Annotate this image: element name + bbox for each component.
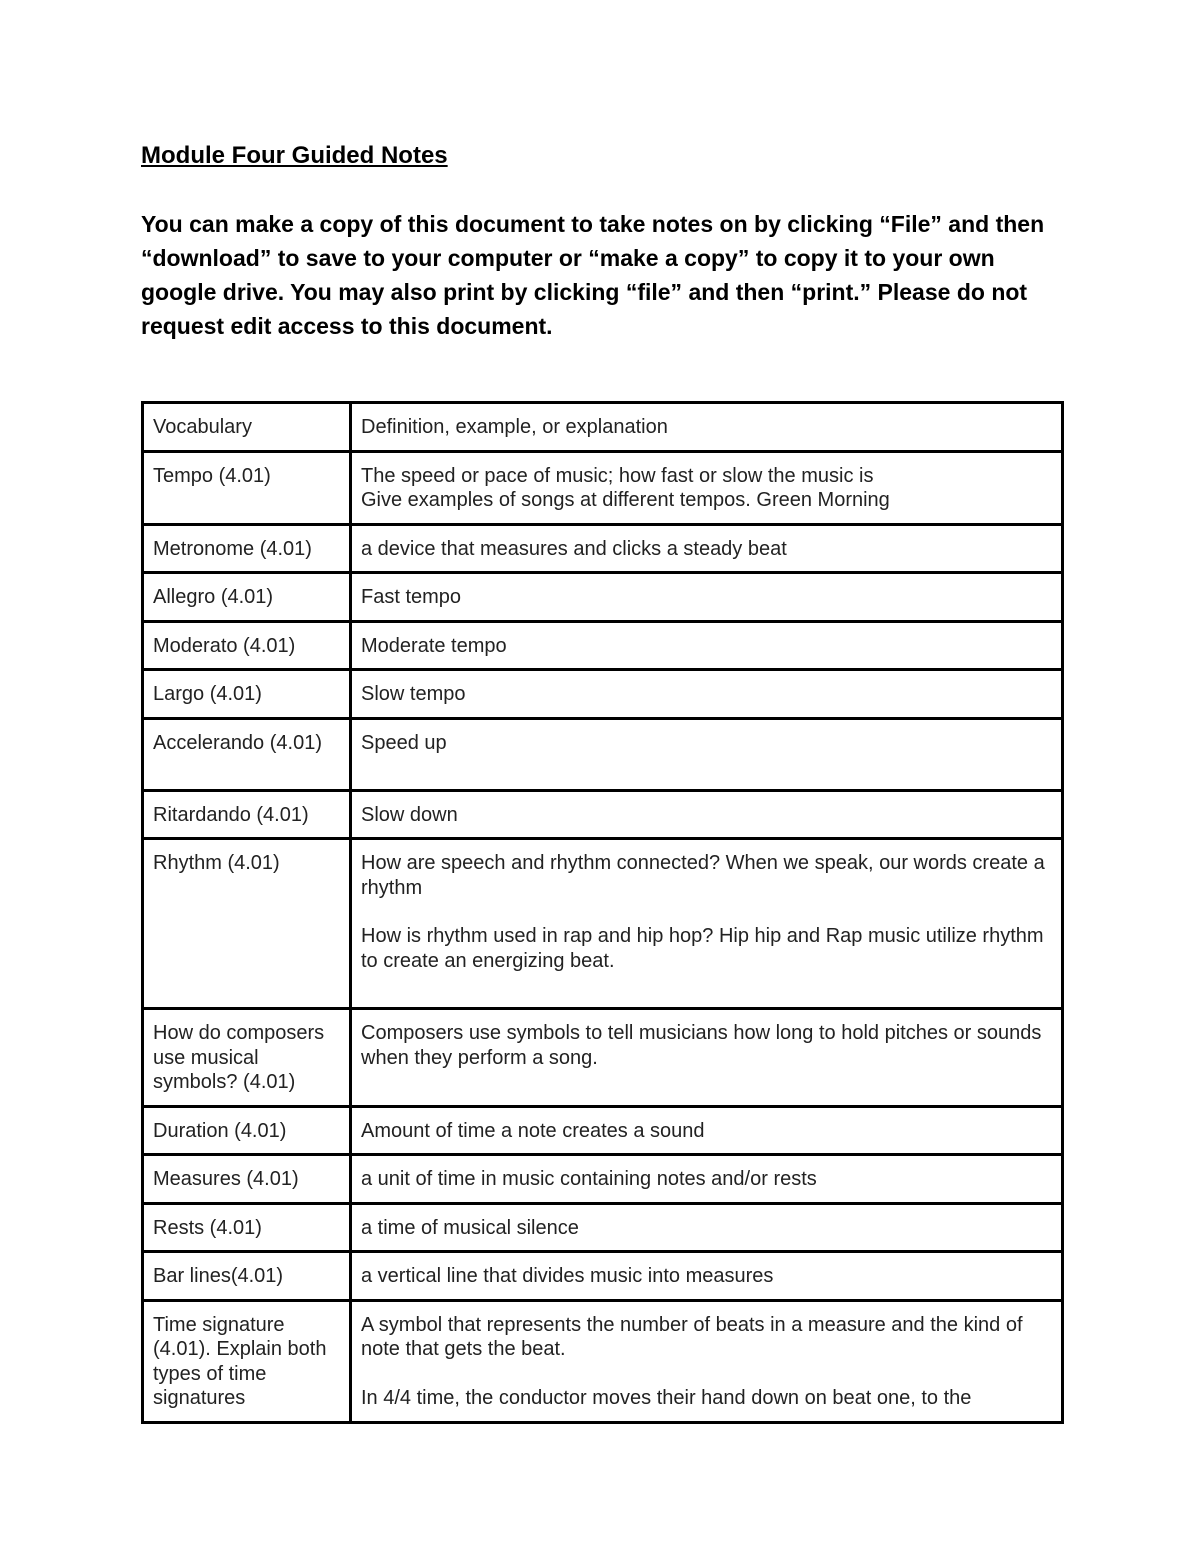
definition-paragraph: In 4/4 time, the conductor moves their hand down on beat one, to the — [361, 1386, 972, 1409]
definition-cell — [351, 839, 1063, 1009]
term-cell: Moderato (4.01) — [143, 621, 351, 670]
definition-cell: Slow tempo — [351, 670, 1063, 719]
term-cell: How do composers use musical symbols? (4.01) — [143, 1009, 351, 1107]
table-row — [143, 1300, 1063, 1422]
table-row — [143, 790, 1063, 839]
table-row — [143, 1106, 1063, 1155]
definition-cell: Amount of time a note creates a sound — [351, 1106, 1063, 1155]
definition-cell: a unit of time in music containing notes and/or rests — [351, 1155, 1063, 1204]
term-cell: Duration (4.01) — [143, 1106, 351, 1155]
definition-paragraph: How are speech and rhythm connected? When we speak, our words create a rhythm — [361, 852, 1045, 899]
term-cell: Tempo (4.01) — [143, 451, 351, 524]
table-row — [143, 1155, 1063, 1204]
table-row — [143, 573, 1063, 622]
term-cell: Rests (4.01) — [143, 1203, 351, 1252]
term-cell: Bar lines(4.01) — [143, 1252, 351, 1301]
definition-cell: Slow down — [351, 790, 1063, 839]
definition-cell: a vertical line that divides music into measures — [351, 1252, 1063, 1301]
definition-cell — [351, 451, 1063, 524]
table-row — [143, 718, 1063, 790]
term-cell: Time signature (4.01). Explain both types of time signatures — [143, 1300, 351, 1422]
intro-paragraph: You can make a copy of this document to take notes on by clicking “File” and then “download” to save to your computer or “make a copy” to copy it to your own google drive. You may also print by clicking “file” and then “print.” Please do not request edit access to this document. — [141, 211, 1045, 339]
term-cell: Largo (4.01) — [143, 670, 351, 719]
definition-cell: Composers use symbols to tell musicians how long to hold pitches or sounds when they perform a song. — [351, 1009, 1063, 1107]
term-cell: Allegro (4.01) — [143, 573, 351, 622]
header-vocabulary: Vocabulary — [143, 403, 351, 452]
definition-cell: a time of musical silence — [351, 1203, 1063, 1252]
table-row — [143, 839, 1063, 1009]
table-row — [143, 621, 1063, 670]
vocabulary-table — [141, 401, 1064, 1424]
definition-cell: Fast tempo — [351, 573, 1063, 622]
term-cell: Accelerando (4.01) — [143, 718, 351, 790]
definition-cell: a device that measures and clicks a steady beat — [351, 524, 1063, 573]
table-row — [143, 1252, 1063, 1301]
table-row — [143, 524, 1063, 573]
table-row — [143, 1009, 1063, 1107]
table-row — [143, 670, 1063, 719]
header-definition: Definition, example, or explanation — [351, 403, 1063, 452]
definition-cell: Moderate tempo — [351, 621, 1063, 670]
term-cell: Measures (4.01) — [143, 1155, 351, 1204]
definition-line: Give examples of songs at different tempos. Green Morning — [361, 489, 890, 511]
term-cell: Rhythm (4.01) — [143, 839, 351, 1009]
term-cell: Ritardando (4.01) — [143, 790, 351, 839]
definition-cell: Speed up — [351, 718, 1063, 790]
document-title: Module Four Guided Notes — [141, 142, 448, 169]
table-row — [143, 1203, 1063, 1252]
table-header-row — [143, 403, 1063, 452]
definition-cell — [351, 1300, 1063, 1422]
table-row — [143, 451, 1063, 524]
definition-paragraph: How is rhythm used in rap and hip hop? Hip hip and Rap music utilize rhythm to create an energizing beat. — [361, 925, 1044, 972]
term-cell: Metronome (4.01) — [143, 524, 351, 573]
definition-paragraph: A symbol that represents the number of beats in a measure and the kind of note that gets the beat. — [361, 1313, 1023, 1360]
definition-line: The speed or pace of music; how fast or slow the music is — [361, 464, 874, 487]
